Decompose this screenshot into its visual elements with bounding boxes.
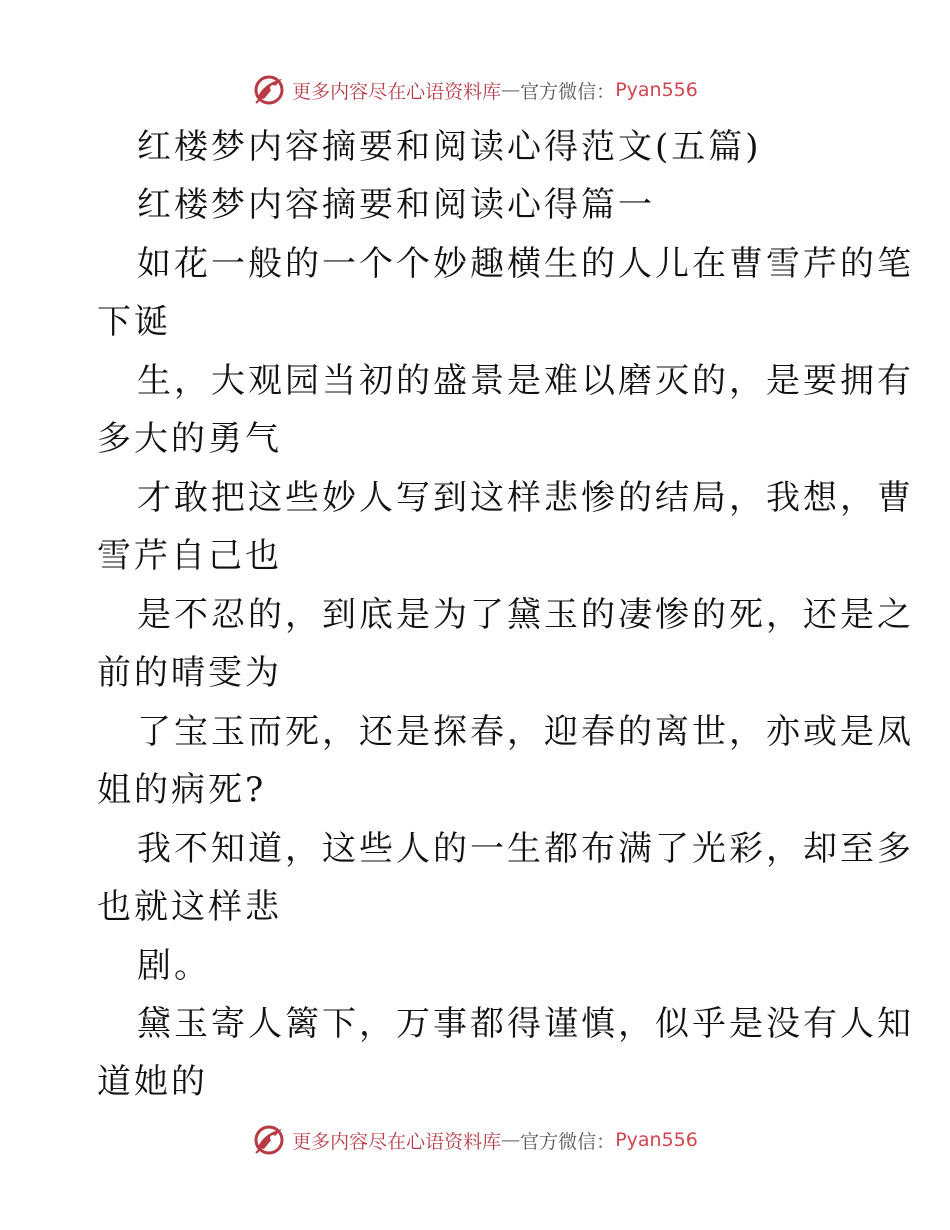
- paragraph-line: 我不知道，这些人的一生都布满了光彩，却至多: [137, 829, 914, 869]
- paragraph-line: 了宝玉而死，还是探春，迎春的离世，亦或是凤: [137, 712, 914, 752]
- paragraph-line: 如花一般的一个个妙趣横生的人儿在曹雪芹的笔: [137, 244, 914, 284]
- banner-promo-text: 更多内容尽在心语资料库: [292, 80, 502, 103]
- banner-wechat-id: Pyan556: [615, 79, 698, 101]
- paragraph-line: 是不忍的，到底是为了黛玉的凄惨的死，还是之: [137, 595, 914, 635]
- pen-logo-icon: [252, 1123, 286, 1157]
- paragraph-line: 前的晴雯为: [97, 653, 282, 693]
- banner-separator: —: [501, 1129, 521, 1151]
- paragraph-line: 才敢把这些妙人写到这样悲惨的结局，我想，曹: [137, 478, 914, 518]
- document-title: 红楼梦内容摘要和阅读心得范文(五篇): [137, 127, 762, 167]
- paragraph-line: 道她的: [97, 1062, 208, 1102]
- footer-banner: [0, 1120, 950, 1160]
- paragraph-line: 姐的病死?: [97, 770, 267, 810]
- paragraph-line: 下诞: [97, 302, 171, 342]
- paragraph-line: 生，大观园当初的盛景是难以磨灭的，是要拥有: [137, 361, 914, 401]
- banner-wechat-label: 官方微信：: [520, 1130, 616, 1153]
- paragraph-line: 多大的勇气: [97, 419, 282, 459]
- header-banner: [0, 70, 950, 110]
- paragraph-line: 雪芹自己也: [97, 536, 282, 576]
- paragraph-line: 也就这样悲: [97, 887, 282, 927]
- banner-promo-text: 更多内容尽在心语资料库: [292, 1130, 502, 1153]
- paragraph-line: 黛玉寄人篱下，万事都得谨慎，似乎是没有人知: [137, 1004, 914, 1044]
- paragraph-line: 剧。: [137, 946, 211, 986]
- section-heading: 红楼梦内容摘要和阅读心得篇一: [137, 185, 655, 225]
- banner-separator: —: [501, 79, 521, 101]
- banner-wechat-id: Pyan556: [615, 1129, 698, 1151]
- banner-wechat-label: 官方微信：: [520, 80, 616, 103]
- pen-logo-icon: [252, 73, 286, 107]
